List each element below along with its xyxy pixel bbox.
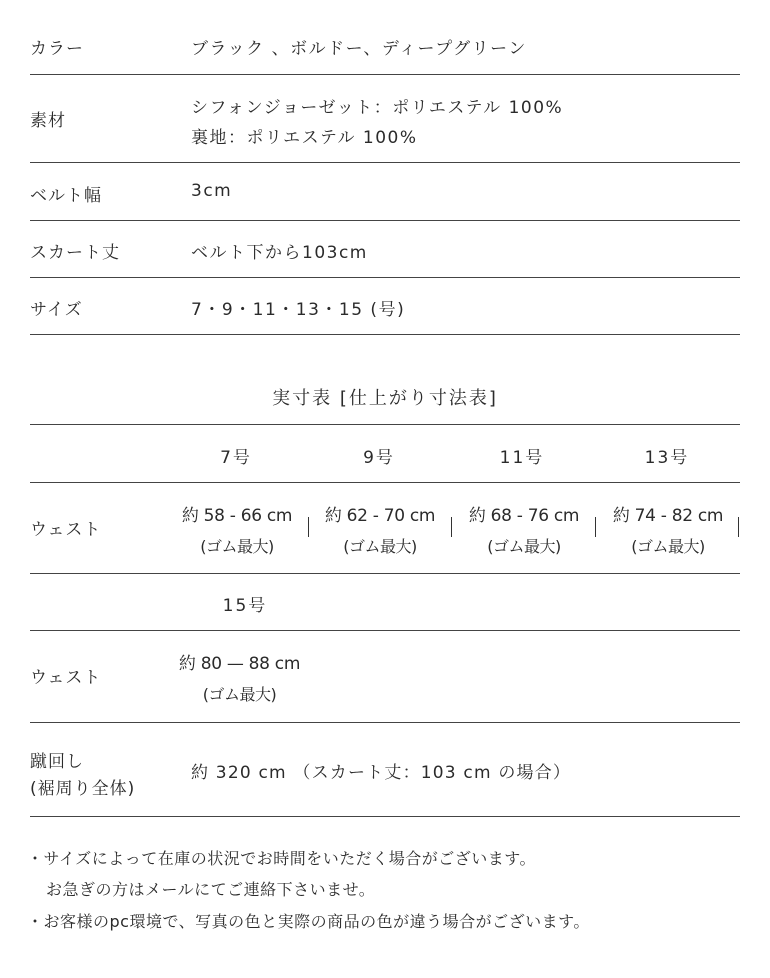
divider — [30, 573, 740, 574]
hem-label-line2: (裾周り全体) — [30, 779, 136, 799]
spec-value-material-line1: シフォンジョーゼット：ポリエステル 100% — [191, 98, 564, 118]
column-header-7: 7号 — [220, 448, 252, 468]
divider — [30, 220, 740, 221]
column-separator — [451, 517, 452, 537]
spec-label-material: 素材 — [30, 111, 66, 131]
note-contact: お急ぎの方はメールにてご連絡下さいませ。 — [46, 880, 376, 899]
divider — [30, 816, 740, 817]
spec-label-belt-width: ベルト幅 — [30, 186, 102, 206]
spec-value-size: 7・9・11・13・15 (号) — [191, 300, 406, 320]
waist-note: (ゴム最大) — [343, 537, 417, 556]
waist-range: 約 58 - 66 cm — [181, 506, 293, 526]
waist-note: (ゴム最大) — [487, 537, 561, 556]
column-header-15: 15号 — [222, 596, 268, 616]
column-separator — [595, 517, 596, 537]
spec-value-color: ブラック 、ボルドー、ディープグリーン — [191, 39, 527, 59]
note-stock: ・サイズによって在庫の状況でお時間をいただく場合がございます。 — [27, 849, 536, 868]
spec-value-material-line2: 裏地：ポリエステル 100% — [191, 128, 418, 148]
column-header-13: 13号 — [644, 448, 690, 468]
waist-cell-11 — [459, 501, 589, 557]
divider — [30, 74, 740, 75]
hem-label-line1: 蹴回し — [30, 752, 84, 772]
waist-note: (ゴム最大) — [200, 537, 274, 556]
column-header-11: 11号 — [499, 448, 545, 468]
waist-cell-13 — [603, 501, 733, 557]
spec-value-belt-width: 3cm — [191, 181, 233, 201]
spec-label-skirt-length: スカート丈 — [30, 243, 120, 263]
divider — [30, 334, 740, 335]
divider — [30, 277, 740, 278]
divider — [30, 424, 740, 425]
waist-label: ウェスト — [30, 668, 102, 688]
waist-cell-7 — [172, 501, 302, 557]
spec-value-skirt-length: ベルト下から103cm — [191, 243, 368, 263]
hem-value: 約 320 cm （スカート丈：103 cm の場合） — [191, 763, 572, 783]
waist-label: ウェスト — [30, 520, 102, 540]
note-color: ・お客様のpc環境で、写真の色と実際の商品の色が違う場合がございます。 — [27, 912, 590, 931]
divider — [30, 722, 740, 723]
divider — [30, 162, 740, 163]
column-separator — [308, 517, 309, 537]
waist-cell-9 — [315, 501, 445, 557]
waist-range: 約 74 - 82 cm — [612, 506, 724, 526]
spec-label-size: サイズ — [30, 300, 83, 320]
size-table-title: 実寸表 [仕上がり寸法表] — [272, 388, 498, 409]
waist-range: 約 68 - 76 cm — [468, 506, 580, 526]
spec-label-color: カラー — [30, 39, 84, 59]
divider — [30, 482, 740, 483]
waist-note: (ゴム最大) — [631, 537, 705, 556]
waist-cell-15 — [167, 649, 312, 705]
waist-range: 約 80 — 88 cm — [178, 654, 301, 674]
column-separator — [738, 517, 739, 537]
waist-note: (ゴム最大) — [202, 685, 277, 704]
column-header-9: 9号 — [363, 448, 395, 468]
divider — [30, 630, 740, 631]
waist-range: 約 62 - 70 cm — [324, 506, 436, 526]
